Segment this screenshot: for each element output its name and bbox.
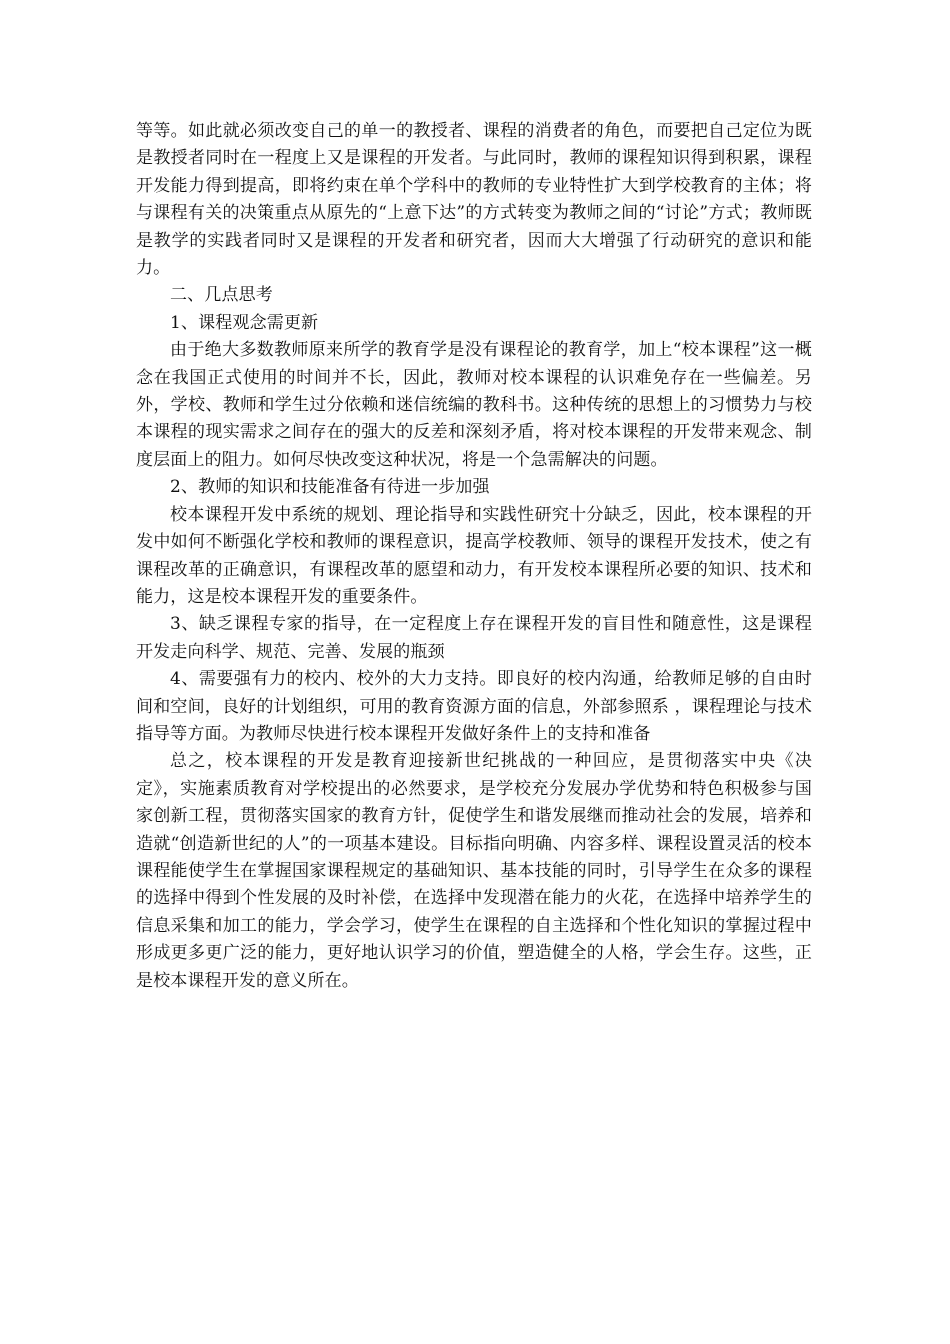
section-heading: 二、几点思考: [170, 285, 273, 306]
document-body: [136, 118, 812, 995]
subheading-2: 2、教师的知识和技能准备有待进一步加强: [170, 477, 490, 498]
paragraph-2: 校本课程开发中系统的规划、理论指导和实践性研究十分缺乏，因此，校本课程的开发中如何不断强化学校和教师的课程意识，提高学校教师、领导的课程开发技术，使之有课程改革的正确意识，有课程改革的愿望和动力，有开发校本课程所必要的知识、技术和能力，这是校本课程开发的重要条件。: [136, 504, 812, 607]
paragraph-conclusion: 总之，校本课程的开发是教育迎接新世纪挑战的一种回应，是贯彻落实中央《决定》，实施素质教育对学校提出的必然要求，是学校充分发展办学优势和特色积极参与国家创新工程，贯彻落实国家的教育方针，促使学生和谐发展继而推动社会的发展，培养和造就“创造新世纪的人”的一项基本建设。目标指向明确、内容多样、课程设置灵活的校本课程能使学生在掌握国家课程规定的基础知识、基本技能的同时，引导学生在众多的课程的选择中得到个性发展的及时补偿，在选择中发现潜在能力的火花，在选择中培养学生的信息采集和加工的能力，学会学习，使学生在课程的自主选择和个性化知识的掌握过程中形成更多更广泛的能力，更好地认识学习的价值，塑造健全的人格，学会生存。这些，正是校本课程开发的意义所在。: [136, 751, 812, 991]
paragraph-1: 由于绝大多数教师原来所学的教育学是没有课程论的教育学，加上“校本课程”这一概念在我国正式使用的时间并不长，因此，教师对校本课程的认识难免存在一些偏差。另外，学校、教师和学生过分依赖和迷信统编的教科书。这种传统的思想上的习惯势力与校本课程的现实需求之间存在的强大的反差和深刻矛盾，将对校本课程的开发带来观念、制度层面上的阻力。如何尽快改变这种状况，将是一个急需解决的问题。: [136, 340, 812, 470]
subheading-1: 1、课程观念需更新: [170, 312, 319, 333]
paragraph-3: 3、缺乏课程专家的指导，在一定程度上存在课程开发的盲目性和随意性，这是课程开发走向科学、规范、完善、发展的瓶颈: [136, 614, 812, 662]
paragraph-4: 4、需要强有力的校内、校外的大力支持。即良好的校内沟通，给教师足够的自由时间和空间，良好的计划组织，可用的教育资源方面的信息，外部参照系 ，课程理论与技术指导等方面。为教师尽快进行校本课程开发做好条件上的支持和准备: [136, 669, 812, 744]
paragraph-continuation: 等等。如此就必须改变自己的单一的教授者、课程的消费者的角色，而要把自己定位为既是教授者同时在一程度上又是课程的开发者。与此同时，教师的课程知识得到积累，课程开发能力得到提高，即将约束在单个学科中的教师的专业特性扩大到学校教育的主体；将与课程有关的决策重点从原先的“上意下达”的方式转变为教师之间的“讨论”方式；教师既是教学的实践者同时又是课程的开发者和研究者，因而大大增强了行动研究的意识和能力。: [136, 121, 812, 279]
